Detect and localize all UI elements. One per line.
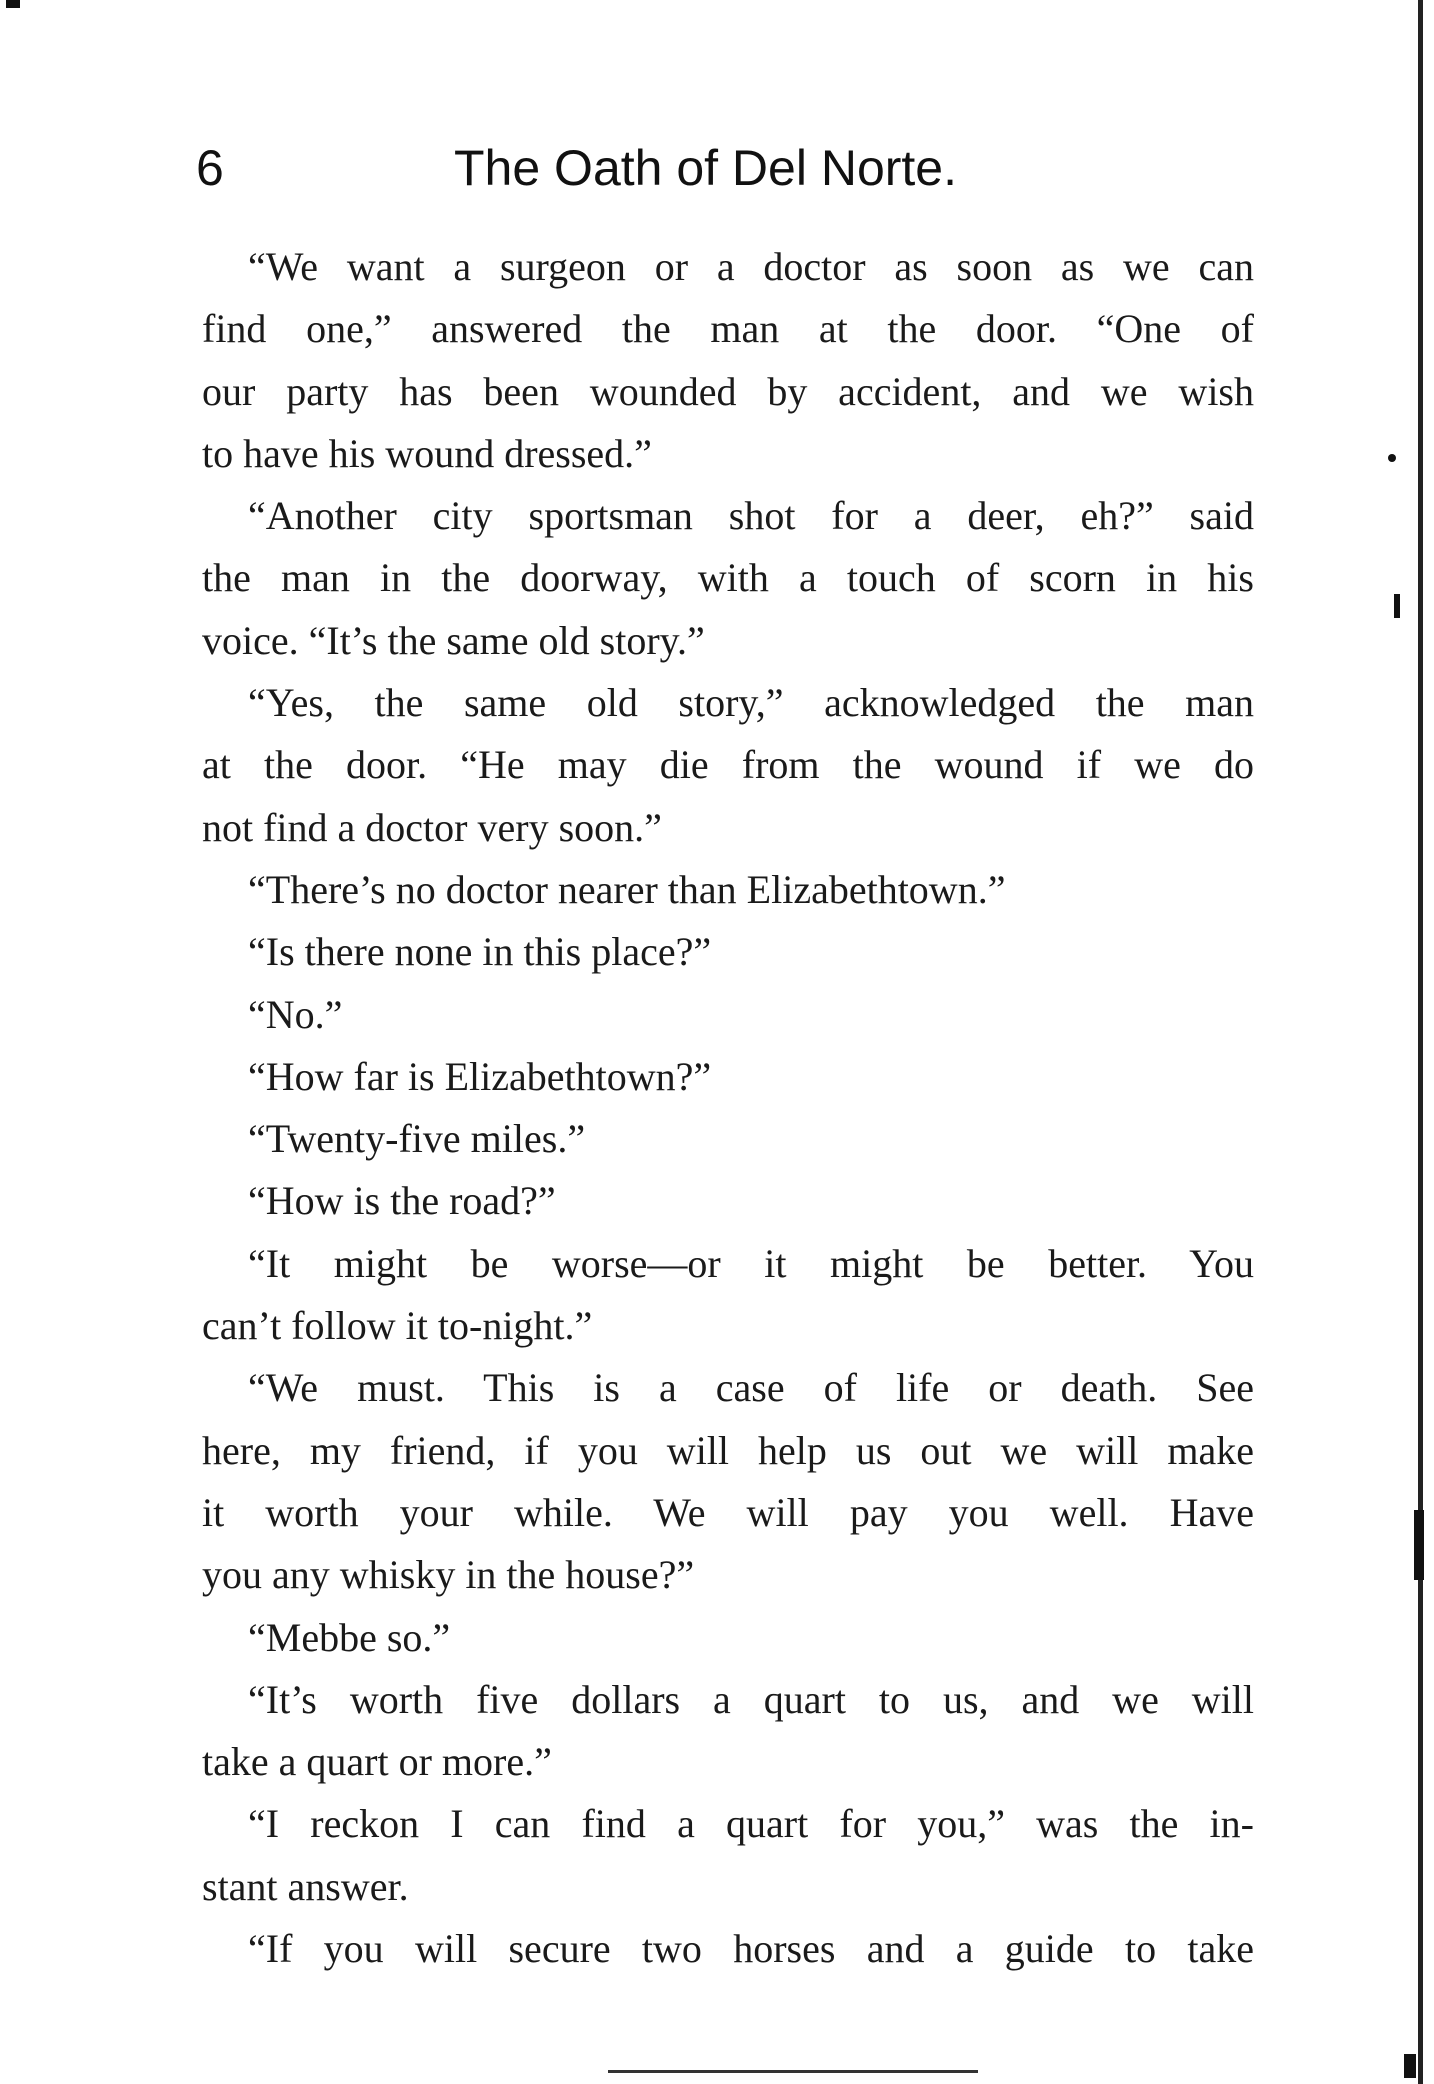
text-line: voice. “It’s the same old story.”: [202, 617, 705, 663]
text-line: “We must. This is a case of life or death. See: [248, 1365, 1254, 1411]
text-line: here, my friend, if you will help us out we will make: [202, 1427, 1254, 1473]
text-line: “I reckon I can find a quart for you,” was the in-: [248, 1801, 1254, 1847]
text-line: “It’s worth five dollars a quart to us, and we will: [248, 1676, 1254, 1722]
scan-right-edge-speck: [1394, 594, 1400, 618]
text-line: “Yes, the same old story,” acknowledged the man: [248, 680, 1254, 726]
text-line: take a quart or more.”: [202, 1739, 552, 1785]
text-line: “No.”: [248, 991, 343, 1037]
text-line: “Is there none in this place?”: [248, 929, 712, 975]
scan-corner-mark: [6, 0, 20, 8]
running-title: The Oath of Del Norte.: [454, 140, 958, 196]
scan-bottom-right-smudge: [1404, 2054, 1416, 2078]
text-line: you any whisky in the house?”: [202, 1552, 695, 1598]
text-line: stant answer.: [202, 1863, 409, 1909]
text-line: “Another city sportsman shot for a deer, eh?” said: [248, 493, 1254, 539]
text-line: it worth your while. We will pay you well. Have: [202, 1489, 1254, 1535]
page-header: [196, 128, 1256, 208]
page-number: 6: [196, 140, 224, 196]
text-line: “How far is Elizabethtown?”: [248, 1053, 712, 1099]
text-line: “There’s no doctor nearer than Elizabethtown.”: [248, 866, 1006, 912]
scan-right-edge-speck: [1388, 454, 1396, 462]
text-line: “How is the road?”: [248, 1178, 556, 1224]
text-line: the man in the doorway, with a touch of scorn in his: [202, 555, 1254, 601]
text-line: “Twenty-five miles.”: [248, 1116, 586, 1162]
scan-bottom-rule: [608, 2070, 978, 2073]
text-line: at the door. “He may die from the wound if we do: [202, 742, 1254, 788]
text-line: our party has been wounded by accident, and we wish: [202, 368, 1254, 414]
text-line: “Mebbe so.”: [248, 1614, 451, 1660]
text-line: “It might be worse—or it might be better. You: [248, 1240, 1254, 1286]
text-line: “We want a surgeon or a doctor as soon as we can: [248, 244, 1254, 289]
text-line: “If you will secure two horses and a guide to take: [248, 1926, 1254, 1972]
scan-right-edge-smudge: [1414, 1510, 1424, 1580]
text-line: to have his wound dressed.”: [202, 430, 652, 476]
text-line: can’t follow it to-night.”: [202, 1303, 593, 1349]
body-text: [202, 236, 1254, 1980]
text-line: not find a doctor very soon.”: [202, 804, 662, 850]
text-line: find one,” answered the man at the door. “One of: [202, 306, 1254, 352]
scan-right-edge-line: [1418, 0, 1423, 2084]
